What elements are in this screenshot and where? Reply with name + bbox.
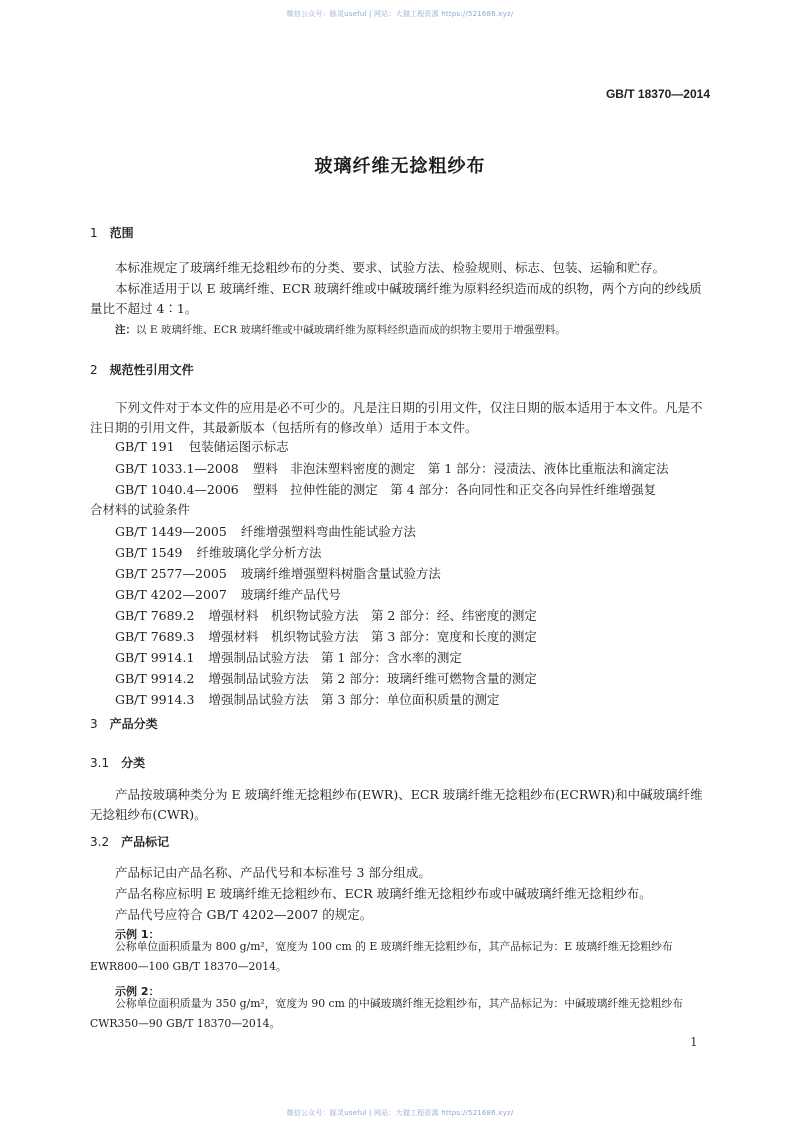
scope-note (90, 322, 712, 338)
reference-item (115, 585, 341, 605)
reference-code: GB/T 1033.1—2008 (115, 461, 239, 476)
reference-item (115, 606, 537, 626)
section-number: 3.2 (90, 835, 110, 849)
section-2-heading (90, 361, 194, 378)
reference-code: GB/T 7689.2 (115, 608, 195, 623)
reference-item (115, 690, 499, 710)
scope-paragraph-2: 本标准适用于以 E 玻璃纤维、ECR 玻璃纤维或中碱玻璃纤维为原料经织造而成的织物，两个方向的纱线质量比不超过 4∶1。 (90, 281, 702, 316)
section-number: 2 (90, 363, 98, 377)
reference-item (115, 480, 656, 500)
references-intro: 下列文件对于本文件的应用是必不可少的。凡是注日期的引用文件，仅注日期的版本适用于本文件。凡是不注日期的引用文件，其最新版本（包括所有的修改单）适用于本文件。 (90, 400, 703, 435)
document-title: 玻璃纤维无捻粗纱布 (314, 156, 486, 177)
section-3-heading (90, 715, 158, 732)
reference-title: 玻璃纤维产品代号 (240, 587, 341, 602)
reference-code: GB/T 191 (115, 439, 175, 454)
section-title: 产品分类 (109, 717, 158, 731)
section-3-2-heading (90, 833, 169, 850)
reference-item (115, 459, 669, 479)
example-1-text: 公称单位面积质量为 800 g/m²，宽度为 100 cm 的 E 玻璃纤维无捻粗纱布，其产品标记为：E 玻璃纤维无捻粗纱布 EWR800—100 GB/T 18370—2014。 (90, 940, 673, 973)
reference-continuation: 合材料的试验条件 (90, 502, 191, 517)
reference-code: GB/T 9914.1 (115, 650, 195, 665)
reference-item (115, 669, 537, 689)
section-1-heading (90, 224, 134, 241)
reference-code: GB/T 1040.4—2006 (115, 482, 239, 497)
note-label: 注： (115, 324, 136, 336)
reference-title: 塑料 非泡沫塑料密度的测定 第 1 部分：浸渍法、液体比重瓶法和滴定法 (252, 461, 669, 476)
reference-code: GB/T 2577—2005 (115, 566, 227, 581)
example-1-label: 示例 1： (115, 928, 160, 941)
reference-title: 包装储运图示标志 (188, 439, 289, 454)
scope-paragraph-1: 本标准规定了玻璃纤维无捻粗纱布的分类、要求、试验方法、检验规则、标志、包装、运输和贮存。 (115, 260, 666, 275)
reference-item (115, 564, 441, 584)
reference-code: GB/T 9914.3 (115, 692, 195, 707)
reference-title: 纤维增强塑料弯曲性能试验方法 (240, 524, 416, 539)
section-number: 3.1 (90, 756, 110, 770)
marking-paragraph-2: 产品名称应标明 E 玻璃纤维无捻粗纱布、ECR 玻璃纤维无捻粗纱布或中碱玻璃纤维无捻粗纱布。 (115, 886, 652, 901)
watermark-bottom: 微信公众号：豚灵useful | 网站：大猫工程资源 https://521686.xyz/ (286, 1109, 514, 1117)
reference-item (115, 522, 416, 542)
reference-item (115, 648, 462, 668)
reference-title: 增强制品试验方法 第 1 部分：含水率的测定 (208, 650, 462, 665)
reference-title: 玻璃纤维增强塑料树脂含量试验方法 (240, 566, 441, 581)
section-number: 3 (90, 717, 98, 731)
reference-code: GB/T 1549 (115, 545, 183, 560)
reference-item (115, 437, 289, 457)
reference-title: 增强材料 机织物试验方法 第 2 部分：经、纬密度的测定 (208, 608, 537, 623)
reference-title: 增强制品试验方法 第 3 部分：单位面积质量的测定 (208, 692, 500, 707)
standard-code: GB/T 18370—2014 (605, 87, 710, 101)
example-2-label: 示例 2： (115, 985, 160, 998)
section-title: 范围 (109, 226, 134, 240)
section-title: 产品标记 (121, 835, 170, 849)
marking-paragraph-3: 产品代号应符合 GB/T 4202—2007 的规定。 (115, 907, 373, 922)
reference-code: GB/T 7689.3 (115, 629, 195, 644)
reference-item (115, 627, 537, 647)
reference-title: 增强制品试验方法 第 2 部分：玻璃纤维可燃物含量的测定 (208, 671, 537, 686)
marking-paragraph-1: 产品标记由产品名称、产品代号和本标准号 3 部分组成。 (115, 865, 431, 880)
section-3-1-heading (90, 754, 145, 771)
reference-title: 增强材料 机织物试验方法 第 3 部分：宽度和长度的测定 (208, 629, 537, 644)
section-title: 分类 (121, 756, 146, 770)
reference-title: 纤维玻璃化学分析方法 (196, 545, 322, 560)
reference-code: GB/T 1449—2005 (115, 524, 227, 539)
watermark-top: 微信公众号：豚灵useful | 网站：大猫工程资源 https://521686.xyz/ (286, 10, 514, 18)
classification-paragraph: 产品按玻璃种类分为 E 玻璃纤维无捻粗纱布(EWR)、ECR 玻璃纤维无捻粗纱布(ECRWR)和中碱玻璃纤维无捻粗纱布(CWR)。 (90, 787, 703, 822)
section-number: 1 (90, 226, 98, 240)
example-2-text: 公称单位面积质量为 350 g/m²，宽度为 90 cm 的中碱玻璃纤维无捻粗纱布，其产品标记为：中碱玻璃纤维无捻粗纱布 CWR350—90 GB/T 18370—2014。 (90, 997, 683, 1030)
reference-item (115, 543, 322, 563)
section-title: 规范性引用文件 (109, 363, 194, 377)
note-text: 以 E 玻璃纤维、ECR 玻璃纤维或中碱玻璃纤维为原料经织造而成的织物主要用于增强塑料。 (136, 324, 566, 336)
reference-code: GB/T 9914.2 (115, 671, 195, 686)
reference-title: 塑料 拉伸性能的测定 第 4 部分：各向同性和正交各向异性纤维增强复 (252, 482, 657, 497)
page-number: 1 (690, 1035, 698, 1049)
reference-code: GB/T 4202—2007 (115, 587, 227, 602)
